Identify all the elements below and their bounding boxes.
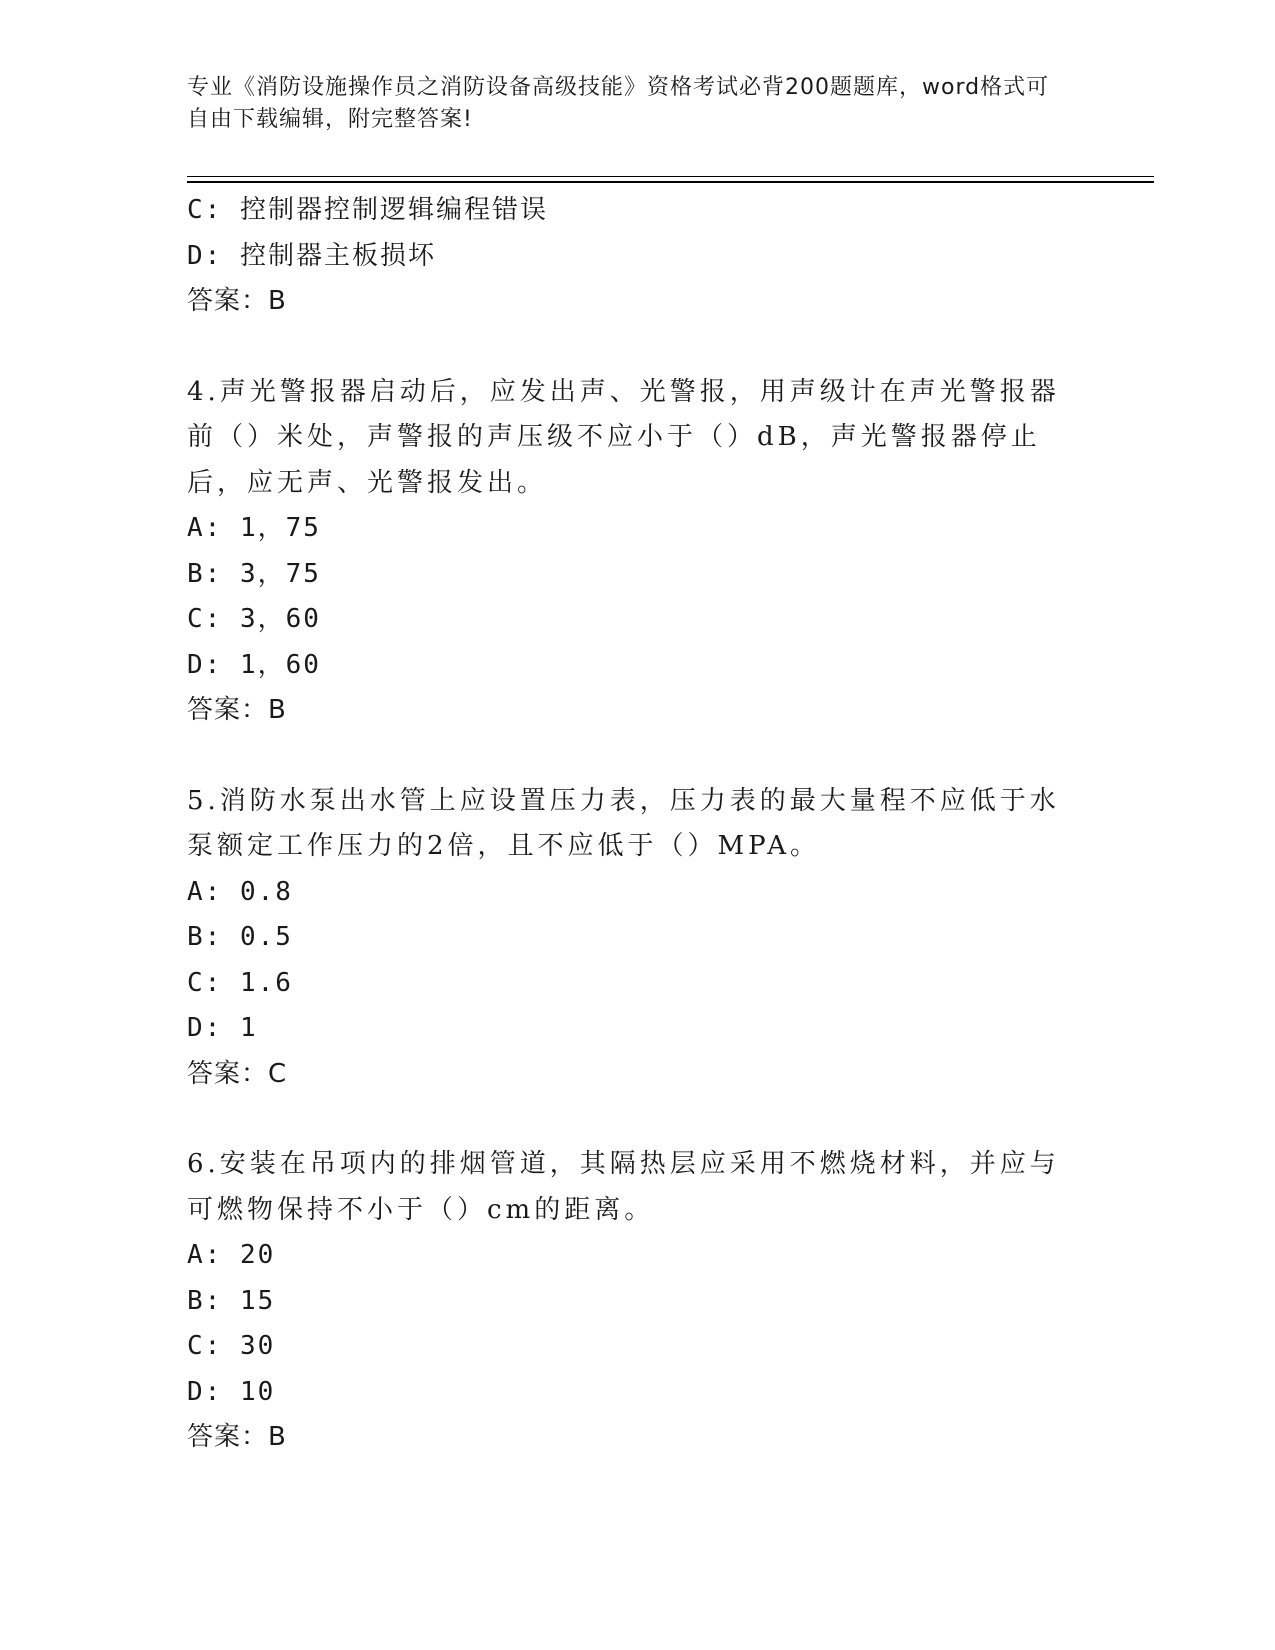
header-divider-thick — [187, 181, 1154, 183]
option-b: B: 3，75 — [187, 558, 321, 589]
question-stem: 6.安装在吊项内的排烟管道，其隔热层应采用不燃烧材料，并应与可燃物保持不小于（）cm的距离。 — [187, 1149, 1060, 1225]
option-d: D: 1 — [187, 1013, 258, 1043]
question-stem: 4.声光警报器启动后，应发出声、光警报，用声级计在声光警报器前（）米处，声警报的声压级不应小于（）dB，声光警报器停止后，应无声、光警报发出。 — [187, 376, 1060, 498]
option-d: D: 1，60 — [187, 649, 321, 680]
option-a: A: 1，75 — [187, 513, 321, 543]
question-list — [187, 188, 1067, 1461]
option-a: A: 20 — [187, 1240, 276, 1270]
option-b: B: 0.5 — [187, 922, 293, 952]
answer-line: 答案：B — [187, 695, 287, 725]
partial-question — [187, 188, 1067, 325]
option-a: A: 0.8 — [187, 876, 293, 907]
option-d: D: 控制器主板损坏 — [187, 240, 436, 271]
option-c: C: 30 — [187, 1331, 276, 1361]
header-divider-thin — [187, 176, 1154, 177]
option-c: C: 1.6 — [187, 967, 293, 998]
option-d: D: 10 — [187, 1376, 276, 1407]
answer-line: 答案：B — [187, 1422, 287, 1452]
option-c: C: 控制器控制逻辑编程错误 — [187, 195, 548, 225]
answer-line: 答案：C — [187, 1058, 288, 1089]
question-stem: 5.消防水泵出水管上应设置压力表，压力表的最大量程不应低于水泵额定工作压力的2倍，且不应低于（）MPA。 — [187, 785, 1060, 861]
option-c: C: 3，60 — [187, 604, 321, 634]
question-6 — [187, 1142, 1067, 1461]
answer-line: 答案：B — [187, 286, 287, 316]
document-header: 专业《消防设施操作员之消防设备高级技能》资格考试必背200题题库，word格式可自由下载编辑，附完整答案! — [187, 75, 1050, 132]
question-4 — [187, 370, 1067, 734]
question-5 — [187, 779, 1067, 1098]
option-b: B: 15 — [187, 1285, 276, 1316]
